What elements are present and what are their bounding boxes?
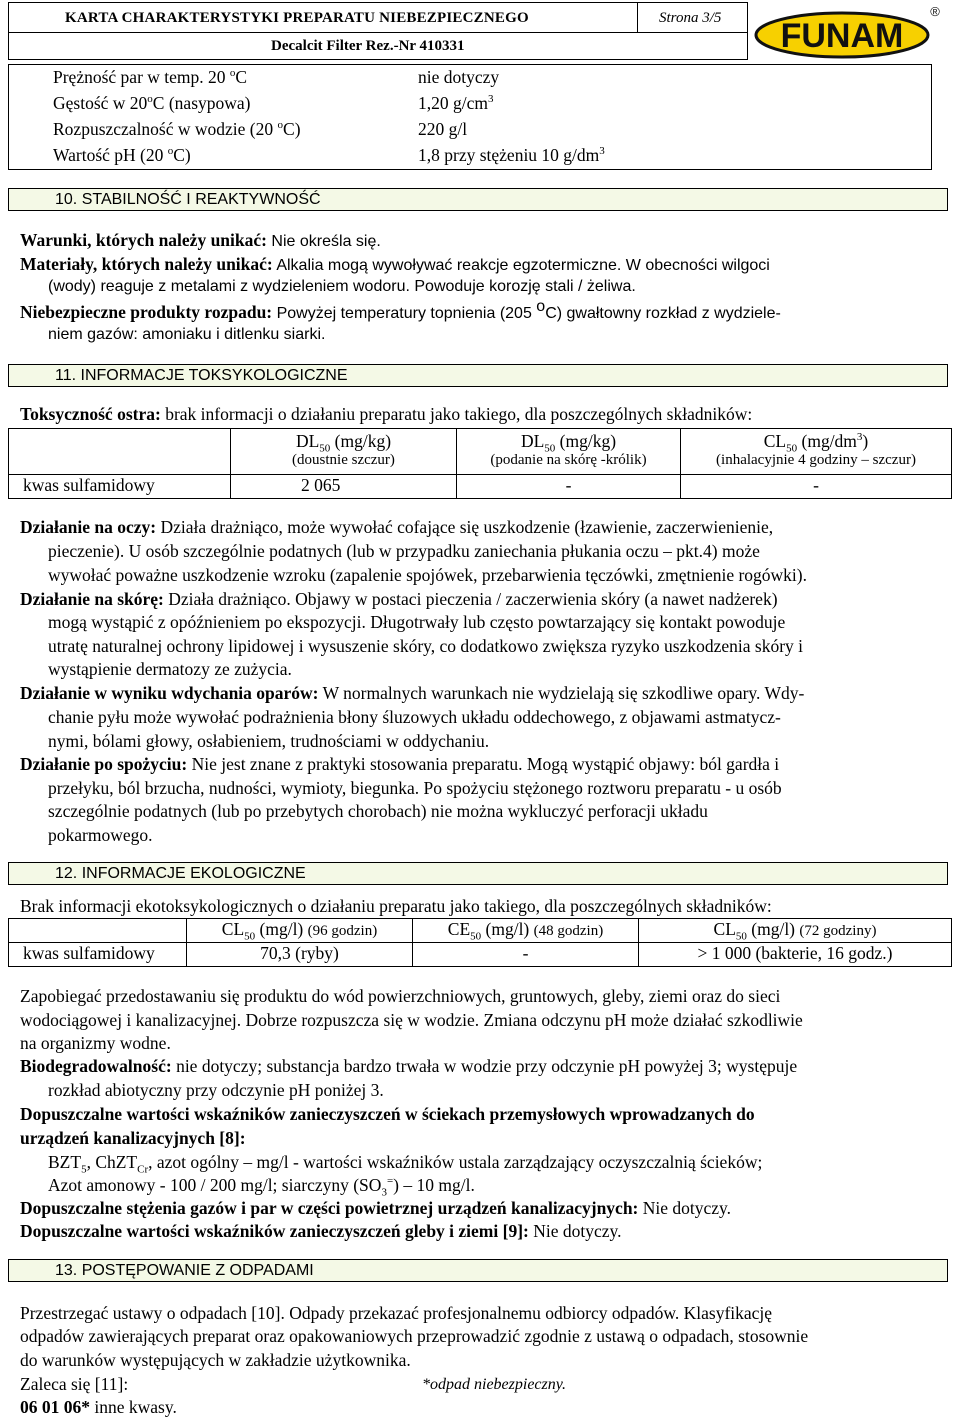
header-box (8, 2, 748, 60)
text-line: przełyku, ból brzucha, nudności, wymioty, biegunka. Po spożyciu stężonego roztworu preparatu - u osób (48, 778, 782, 798)
text-line: do warunków występujących w zakładzie użytkownika. (20, 1350, 411, 1370)
text-line: chanie pyłu może wywołać podrażnienia błony śluzowych układu oddechowego, z objawami astmatycz- (48, 707, 781, 727)
properties-table (8, 64, 932, 170)
property-row: Wartość pH (20 $^o$C) 1,8 przy stężeniu 10 $g/dm^3$ (53, 145, 605, 165)
text-line: Dopuszczalne wartości wskaźników zanieczyszczeń w ściekach przemysłowych wprowadzanych do (20, 1104, 755, 1124)
page-number: Strona 3/5 (659, 10, 722, 26)
text-line: wodociągowej i kanalizacyjnej. Dobrze rozpuszcza się w wodzie. Zmiana odczynu pH może działać szkodliwie (20, 1010, 803, 1030)
text-line: nymi, bólami głowy, osłabieniem, trudnościami w oddychaniu. (48, 731, 490, 751)
text-line: Działanie na oczy: Działa drażniąco, może wywołać cofające się uszkodzenie (łzawienie, zaczerwienienie, (20, 517, 774, 537)
text-line: Działanie w wyniku wdychania oparów: W normalnych warunkach nie wydzielają się szkodliwe opary. Wdy- (20, 683, 805, 703)
registered-mark: ® (930, 4, 940, 19)
text-line: urządzeń kanalizacyjnych [8]: (20, 1128, 246, 1148)
text-line: Warunki, których należy unikać: Nie określa się. (20, 230, 381, 250)
text-line: Dopuszczalne wartości wskaźników zanieczyszczeń gleby i ziemi [9]: Nie dotyczy. (20, 1221, 622, 1241)
text-line: rozkład abiotyczny przy odczynie pH poniżej 3. (48, 1080, 384, 1100)
section-11-header: 11. INFORMACJE TOKSYKOLOGICZNE (8, 364, 948, 387)
table-header-row: $DL_{50}$ (mg/kg) (doustnie szczur) $DL_{50}$ (mg/kg) (podanie na skórę -królik) $CL_{50}$ $(mg/dm^3)$ (inhalacyjnie 4 godziny – szczur) (9, 429, 952, 475)
text-line: wystąpienie dermatozy ze zużycia. (48, 659, 292, 679)
text-line: pieczenie). U osób szczególnie podatnych (lub w przypadku zaniechania płukania oczu – pkt.4) może (48, 541, 760, 561)
property-row: Gęstość w 20$^o$C (nasypowa) 1,20 $g/cm^3$ (53, 93, 494, 113)
funam-logo (752, 2, 948, 60)
text-line: Azot amonowy - 100 / 200 mg/l; siarczyny $(SO_3^=) - 10$ mg/l. (48, 1175, 475, 1199)
text-line: utratę naturalnej ochrony lipidowej i wysuszenie skóry, co dodatkowo zwiększa ryzyko uszkodzenia skóry i (48, 636, 804, 656)
table-row: kwas sulfamidowy 2 065 - - (9, 475, 952, 499)
section-13-header: 13. POSTĘPOWANIE Z ODPADAMI (8, 1259, 948, 1282)
product-name: Decalcit Filter Rez.-Nr 410331 (271, 38, 465, 54)
text-line: pokarmowego. (48, 825, 153, 845)
text-line: odpadów zawierających preparat oraz opakowaniowych przeprowadzić zgodnie z ustawą o odpadach, stosownie (20, 1326, 809, 1346)
text-line: 06 01 06* inne kwasy. (20, 1397, 177, 1417)
text-line: Przestrzegać ustawy o odpadach [10]. Odpady przekazać profesjonalnemu odbiorcy odpadów. Klasyfikację (20, 1303, 773, 1323)
text-line: Działanie po spożyciu: Nie jest znane z praktyki stosowania preparatu. Mogą wystąpić objawy: ból gardła i (20, 754, 780, 774)
text-line: Brak informacji ekotoksykologicznych o działaniu preparatu jako takiego, dla poszczególnych składników: (20, 896, 772, 916)
text-line: Niebezpieczne produkty rozpadu: Powyżej temperatury topnienia (205 $^o$C) gwałtowny rozkład z wydziele- (20, 298, 781, 322)
text-line: $BZT_5$, ChZT$_{Cr}$, azot ogólny – mg/l - wartości wskaźników ustala zarządzający oczyszczalnią ścieków; (48, 1152, 763, 1176)
text-line: wywołać poważne uszkodzenie wzroku (zapalenie spojówek, przebarwienia tęczówki, zmętnienie rogówki). (48, 565, 807, 585)
text-line: Toksyczność ostra: brak informacji o działaniu preparatu jako takiego, dla poszczególnych składników: (20, 404, 753, 424)
header-divider (9, 32, 747, 33)
table-header-row: $CL_{50}$ (mg/l) (96 godzin) $CE_{50}$ (mg/l) (48 godzin) $CL_{50}$ (mg/l) (72 godziny) (9, 919, 952, 943)
text-line: Zaleca się [11]: (20, 1374, 129, 1394)
section-12-header: 12. INFORMACJE EKOLOGICZNE (8, 862, 948, 885)
property-row: Prężność par w temp. 20 $^o$C nie dotyczy (53, 67, 500, 87)
text-line: (wody) reaguje z metalami z wydzieleniem wodoru. Powoduje korozję stali / żeliwa. (48, 278, 636, 295)
text-line: Zapobiegać przedostawaniu się produktu do wód powierzchniowych, gruntowych, gleby, ziemi oraz do sieci (20, 986, 781, 1006)
section-10-header: 10. STABILNOŚĆ I REAKTYWNOŚĆ (8, 188, 948, 211)
ecotoxicity-table (8, 918, 952, 967)
text-line: niem gazów: amoniaku i ditlenku siarki. (48, 326, 326, 343)
property-row: Rozpuszczalność w wodzie (20 $^o$C) 220 g/l (53, 119, 468, 139)
text-line: Materiały, których należy unikać: Alkalia mogą wywoływać reakcje egzotermiczne. W obecności wilgoci (20, 254, 770, 274)
logo-text: FUNAM (780, 17, 904, 55)
document-title: KARTA CHARAKTERYSTYKI PREPARATU NIEBEZPIECZNEGO (65, 10, 529, 26)
text-line: na organizmy wodne. (20, 1033, 171, 1053)
waste-note: *odpad niebezpieczny. (422, 1376, 566, 1393)
toxicity-table (8, 428, 952, 499)
text-line: mogą wystąpić z opóźnieniem po ekspozycji. Długotrwały lub często powtarzający się kontakt powoduje (48, 612, 786, 632)
header-divider (637, 3, 638, 32)
text-line: Dopuszczalne stężenia gazów i par w części powietrznej urządzeń kanalizacyjnych: Nie dotyczy. (20, 1198, 732, 1218)
text-line: Biodegradowalność: nie dotyczy; substancja bardzo trwała w wodzie przy odczynie pH powyżej 3; występuje (20, 1056, 798, 1076)
text-line: Działanie na skórę: Działa drażniąco. Objawy w postaci pieczenia / zaczerwienia skóry (a nawet nadżerek) (20, 589, 778, 609)
text-line: szczególnie podatnych (lub po przebytych chorobach) nie można wykluczyć perforacji układu (48, 801, 708, 821)
table-row: kwas sulfamidowy 70,3 (ryby) - > 1 000 (bakterie, 16 godz.) (9, 943, 952, 967)
